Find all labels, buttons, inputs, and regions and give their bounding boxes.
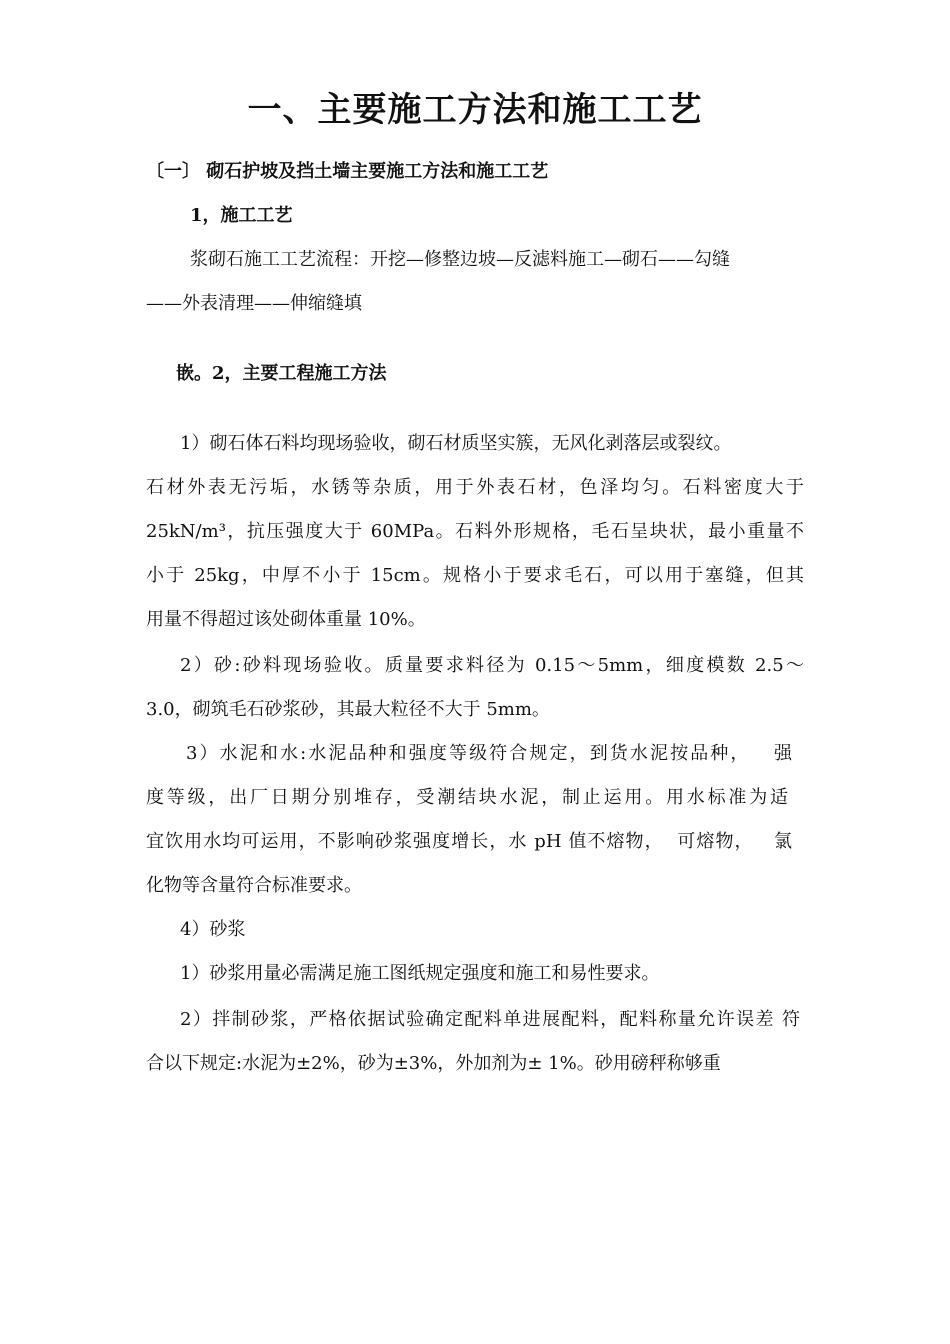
paragraph-stone-line: 25kN/m³，抗压强度大于 60MPa。石料外形规格，毛石呈块状，最小重量不 [146, 521, 804, 542]
paragraph-cement-line: 化物等含量符合标准要求。 [146, 875, 362, 896]
page-title: 一、主要施工方法和施工工艺 [247, 90, 703, 130]
flow-line-2: ——外表清理——伸缩缝填 [146, 293, 362, 314]
paragraph-sand-line: 2）砂:砂料现场验收。质量要求料径为 0.15～5mm，细度模数 2.5～ [180, 655, 804, 676]
paragraph-sand-line: 3.0，砌筑毛石砂浆砂，其最大粒径不大于 5mm。 [146, 699, 550, 720]
subsection-heading-process: 1，施工工艺 [190, 205, 293, 226]
paragraph-mortar-mixing-line: 2）拌制砂浆，严格依据试验确定配料单进展配料，配料称量允许误差 符 [180, 1009, 800, 1030]
paragraph-cement-line: 度等级，出厂日期分别堆存，受潮结块水泥，制止运用。用水标准为适 [146, 787, 788, 808]
section-heading: 〔一〕 砌石护坡及挡土墙主要施工方法和施工工艺 [146, 161, 549, 182]
paragraph-mortar-mixing-line: 合以下规定:水泥为±2%，砂为±3%，外加剂为± 1%。砂用磅秤称够重 [146, 1053, 721, 1074]
paragraph-stone-line: 小于 25kg，中厚不小于 15cm。规格小于要求毛石，可以用于塞缝，但其 [146, 565, 804, 586]
subsection-heading-methods: 嵌。2，主要工程施工方法 [176, 363, 387, 384]
paragraph-mortar-usage: 1）砂浆用量必需满足施工图纸规定强度和施工和易性要求。 [180, 963, 660, 984]
paragraph-mortar-heading: 4）砂浆 [180, 919, 246, 940]
paragraph-cement-line: 宜饮用水均可运用，不影响砂浆强度增长，水 pH 值不熔物， 可熔物， 氯 [146, 831, 792, 852]
paragraph-cement-line: 3）水泥和水:水泥品种和强度等级符合规定，到货水泥按品种， 强 [186, 743, 792, 764]
flow-line-1: 浆砌石施工工艺流程：开挖—修整边坡—反滤料施工—砌石——勾缝 [190, 249, 730, 270]
paragraph-stone-line: 石材外表无污垢，水锈等杂质，用于外表石材，色泽均匀。石料密度大于 [146, 477, 804, 498]
paragraph-stone-line: 1）砌石体石料均现场验收，砌石材质坚实簇，无风化剥落层或裂纹。 [180, 433, 732, 454]
paragraph-stone-line: 用量不得超过该处砌体重量 10%。 [146, 609, 426, 630]
